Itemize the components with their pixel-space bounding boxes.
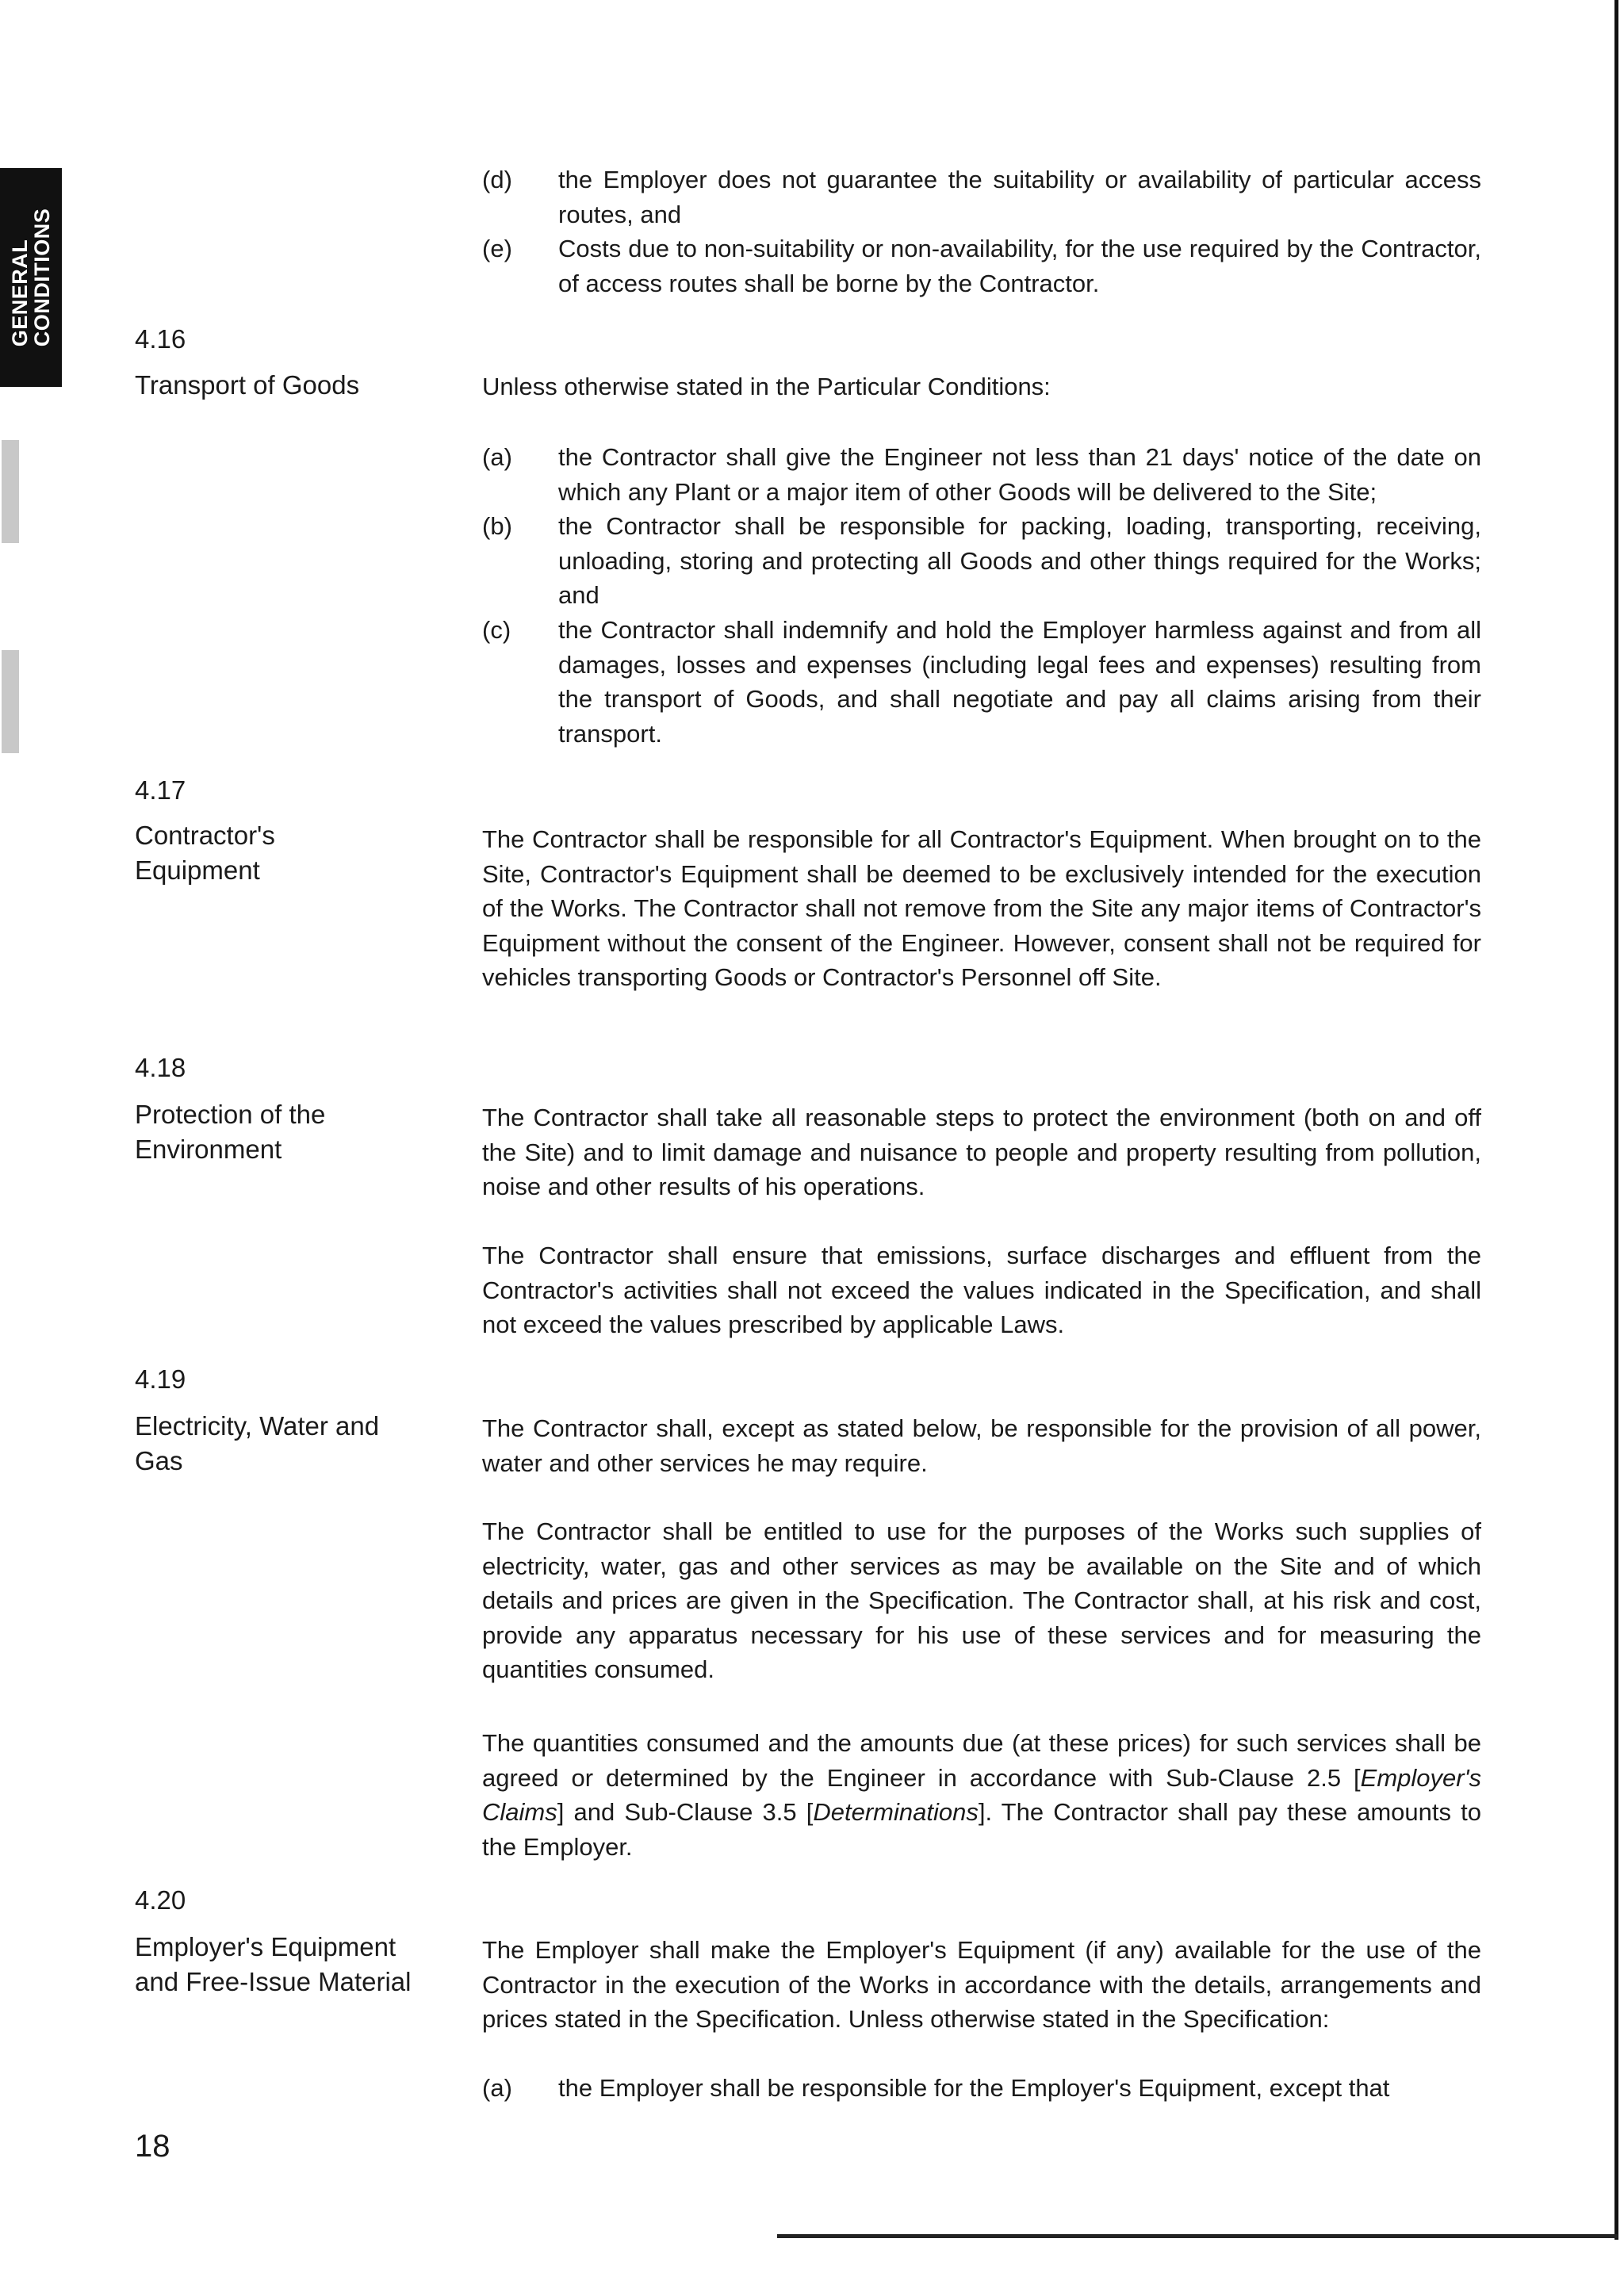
clause-paragraph <box>482 1726 1481 1864</box>
text-run: The quantities consumed and the amounts due (at these prices) for such services shall be agreed or determined by the Engineer in accordance with Sub-Clause 2.5 [ <box>482 1729 1481 1792</box>
clause-number: 4.18 <box>135 1053 186 1082</box>
page-edge-right <box>1614 0 1618 2240</box>
list-item-d <box>482 163 1481 232</box>
clause-title <box>135 1930 444 1999</box>
clause-paragraph: The Contractor shall ensure that emissions, surface discharges and effluent from the Contractor's activities shall not exceed the values indicated in the Specification, and shall not exceed the values prescribed by applicable Laws. <box>482 1242 1481 1338</box>
clause-title: Transport of Goods <box>135 370 360 400</box>
clause-number: 4.20 <box>135 1885 186 1915</box>
page-number: 18 <box>135 2129 170 2164</box>
clause-paragraph: The Employer shall make the Employer's Equipment (if any) available for the use of the Contractor in the execution of the Works in accordance with the details, arrangements and prices stated in the Specification. Unless otherwise stated in the Specification: <box>482 1936 1481 2033</box>
tab-label-line2: CONDITIONS <box>30 208 54 347</box>
clause-number: 4.19 <box>135 1364 186 1394</box>
list-text: the Contractor shall give the Engineer not less than 21 days' notice of the date on which any Plant or a major item of other Goods will be delivered to the Site; <box>558 443 1481 506</box>
margin-scan-mark <box>2 440 19 543</box>
clause-paragraph: The Contractor shall be entitled to use for the purposes of the Works such supplies of electricity, water, gas and other services as may be available on the Site and of which details and prices are given in the Specification. The Contractor shall, at his risk and cost, provide any apparatus necessary for his use of these services and for measuring the quantities consumed. <box>482 1517 1481 1683</box>
text-run: ]. The Contractor shall pay these amounts to the Employer. <box>482 1798 1481 1861</box>
clause-title <box>135 818 444 888</box>
page-edge-bottom <box>777 2234 1618 2238</box>
clause-title-line: Contractor's <box>135 821 275 850</box>
list-item-a <box>482 2071 1481 2106</box>
clause-title-line: Equipment <box>135 855 260 885</box>
clause-title-line: and Free-Issue Material <box>135 1967 412 1996</box>
list-item-c <box>482 613 1481 751</box>
clause-title-line: Environment <box>135 1135 282 1164</box>
cross-reference: Determinations <box>813 1798 979 1826</box>
clause-title <box>135 1097 444 1167</box>
list-item-b <box>482 509 1481 613</box>
tab-label-line1: GENERAL <box>8 239 32 347</box>
list-item-a <box>482 440 1481 509</box>
list-label: (a) <box>482 2074 512 2102</box>
list-text: the Contractor shall be responsible for packing, loading, transporting, receiving, unloading, storing and protecting all Goods and other things required for the Works; and <box>558 512 1481 609</box>
list-text: the Contractor shall indemnify and hold the Employer harmless against and from all damages, losses and expenses (including legal fees and expenses) resulting from the transport of Goods, and shall negotiate and pay all claims arising from their transport. <box>558 616 1481 748</box>
clause-title-line: Electricity, Water and <box>135 1411 380 1441</box>
list-label: (a) <box>482 443 512 471</box>
clause-number: 4.17 <box>135 775 186 805</box>
clause-title-line: Protection of the <box>135 1100 326 1129</box>
clause-title <box>135 1409 444 1479</box>
list-label: (d) <box>482 166 512 193</box>
list-text: the Employer does not guarantee the suitability or availability of particular access routes, and <box>558 166 1481 228</box>
clause-intro: Unless otherwise stated in the Particular Conditions: <box>482 373 1051 400</box>
clause-paragraph: The Contractor shall take all reasonable steps to protect the environment (both on and off the Site) and to limit damage and nuisance to people and property resulting from pollution, noise and other results of his operations. <box>482 1104 1481 1200</box>
clause-number: 4.16 <box>135 324 186 354</box>
cross-reference: Employer's Claims <box>482 1763 1481 1826</box>
list-text: Costs due to non-suitability or non-availability, for the use required by the Contractor, of access routes shall be borne by the Contractor. <box>558 235 1481 297</box>
text-run: ] and Sub-Clause 3.5 [ <box>557 1798 814 1826</box>
list-label: (b) <box>482 512 512 540</box>
list-label: (e) <box>482 235 512 262</box>
margin-scan-mark <box>2 650 19 753</box>
general-conditions-tab <box>0 168 62 387</box>
clause-title-line: Employer's Equipment <box>135 1932 396 1961</box>
clause-paragraph: The Contractor shall be responsible for all Contractor's Equipment. When brought on to the Site, Contractor's Equipment shall be deemed to be exclusively intended for the execution of the Works. The Contractor shall not remove from the Site any major items of Contractor's Equipment without the consent of the Engineer. However, consent shall not be required for vehicles transporting Goods or Contractor's Personnel off Site. <box>482 825 1481 991</box>
clause-paragraph: The Contractor shall, except as stated below, be responsible for the provision of all power, water and other services he may require. <box>482 1414 1481 1477</box>
clause-title-line: Gas <box>135 1446 183 1475</box>
list-label: (c) <box>482 616 511 644</box>
tab-label <box>9 209 53 347</box>
list-text: the Employer shall be responsible for the Employer's Equipment, except that <box>558 2074 1390 2102</box>
list-item-e <box>482 232 1481 300</box>
